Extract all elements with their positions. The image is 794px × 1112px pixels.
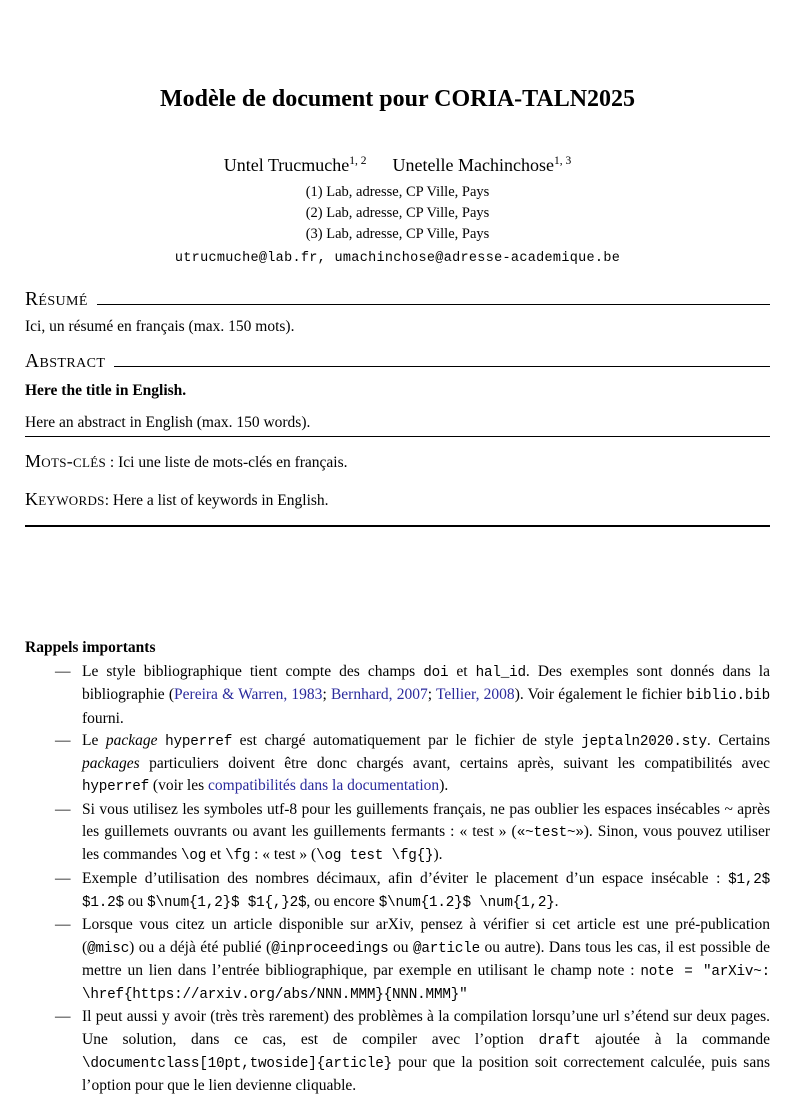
text-run: , ou encore (306, 892, 379, 910)
rappels-heading: Rappels importants (25, 639, 156, 656)
text-run: ou autre). Dans tous les cas, il est possible de mettre un lien dans l’entrée bibliographique, par exemple en utilisant le champ note : (82, 938, 771, 979)
list-item (25, 914, 770, 1006)
text-run: packages (82, 755, 140, 773)
text-run: ou (388, 938, 413, 956)
list-item (25, 730, 770, 799)
code-run: draft (538, 1032, 581, 1049)
text-run: Le (82, 731, 106, 749)
citation-link[interactable]: Pereira & Warren, 1983 (174, 686, 323, 704)
keywords-separator: : (104, 492, 113, 509)
list-item (25, 1006, 770, 1097)
author-affiliation-sup: 1, 2 (349, 155, 367, 167)
text-run: . Des exemples sont donnés dans la bibliographie ( (82, 663, 770, 704)
text-run: (voir les (149, 777, 209, 795)
text-run: Lorsque vous citez un article disponible sur arXiv, pensez à vérifier si cet article est une pré-publication ( (82, 916, 770, 956)
text-run: pour que la position soit correctement calculée, puis sans l’option pour que le lien devienne cliquable. (82, 1054, 770, 1095)
keywords-line (25, 487, 770, 513)
author (224, 155, 367, 175)
text-run: Il peut aussi y avoir (très très rarement) des problèmes à la compilation lorsqu’une url s’étend sur deux pages. Une solution, dans ce cas, est de compiler avec l’option (82, 1008, 770, 1048)
citation-link[interactable]: Tellier, 2008 (435, 686, 515, 704)
resume-text: Ici, un résumé en français (max. 150 mots). (25, 318, 295, 335)
item-marker: — (55, 731, 71, 749)
item-marker: — (55, 1008, 71, 1026)
affiliations (25, 182, 770, 245)
item-text (82, 1008, 770, 1094)
author-name: Unetelle Machinchose (392, 155, 554, 175)
text-run: et (448, 663, 476, 680)
text-run: ou (123, 892, 148, 910)
text-run: est chargé automatiquement par le fichier de style (232, 731, 582, 749)
code-run: @misc (87, 940, 130, 957)
resume-section (25, 288, 770, 312)
item-text (82, 732, 770, 795)
list-item (25, 661, 770, 730)
text-run: . (554, 892, 559, 910)
separator-rule (25, 525, 770, 527)
section-rule (114, 350, 770, 367)
motscles-text: Ici une liste de mots-clés en français. (118, 454, 348, 471)
item-marker: — (55, 800, 71, 818)
text-run: ). Voir également le fichier (514, 686, 687, 704)
text-run: ). (433, 846, 443, 864)
item-text (82, 916, 770, 1002)
keywords-text: Here a list of keywords in English. (112, 492, 329, 509)
resume-section-label: Résumé (25, 289, 88, 310)
code-run: @article (412, 940, 481, 957)
text-run: particuliers doivent être donc chargés avant, certains après, suivant les compatibilités avec (139, 755, 770, 773)
text-run: ) ou a déjà été publié ( (129, 938, 272, 956)
motscles-separator: : (106, 454, 119, 471)
affiliation-line: (1) Lab, adresse, CP Ville, Pays (305, 184, 490, 200)
item-marker: — (55, 663, 71, 680)
keywords-label: Keywords (25, 489, 105, 509)
code-run: biblio.bib (686, 688, 771, 705)
affiliation-line: (2) Lab, adresse, CP Ville, Pays (305, 205, 490, 221)
item-text (82, 663, 770, 727)
author-name: Untel Trucmuche (223, 155, 350, 175)
item-marker: — (55, 916, 71, 934)
rappels-list (25, 661, 770, 1098)
text-run: . Certains (706, 731, 770, 749)
emails-line: utrucmuche@lab.fr, umachinchose@adresse-academique.be (174, 251, 621, 266)
code-run: hyperref (165, 733, 233, 750)
item-text (82, 801, 770, 864)
authors-line (25, 154, 770, 176)
code-run: «~test~» (516, 825, 584, 842)
page-title: Modèle de document pour CORIA-TALN2025 (159, 86, 636, 112)
code-run: note = "arXiv~: \href{https://arxiv.org/abs/NNN.MMM}{NNN.MMM}" (82, 963, 771, 1004)
text-run: ; (322, 686, 331, 704)
text-run: Si vous utilisez les symboles utf-8 pour les guillements français, ne pas oublier les espaces insécables ~ après les guillemets ouvrants ou avant les guillements fermants : « test » ( (82, 800, 770, 841)
section-rule (97, 288, 770, 305)
code-run: $\num{1,2}$ $1{,}2$ (147, 894, 307, 911)
code-run: \fg (225, 848, 251, 865)
motscles-label: Mots-clés (25, 451, 107, 471)
item-text (82, 870, 770, 910)
text-run: Exemple d’utilisation des nombres décimaux, afin d’éviter le placement d’un espace insécable : (82, 869, 729, 887)
abstract-text: Here an abstract in English (max. 150 words). (25, 412, 770, 437)
abstract-section-label: Abstract (25, 351, 106, 372)
author (393, 155, 572, 175)
code-run: \og (181, 848, 207, 865)
code-run: @inproceedings (271, 940, 389, 957)
code-run: jeptaln2020.sty (581, 733, 707, 750)
author-affiliation-sup: 1, 3 (553, 155, 572, 167)
code-run: $\num{1.2}$ \num{1,2} (378, 894, 555, 911)
text-run: fourni. (82, 709, 124, 727)
code-run: doi (423, 665, 449, 681)
abstract-section (25, 350, 770, 374)
text-run: et (206, 846, 226, 864)
doc-link[interactable]: compatibilités dans la documentation (208, 777, 440, 795)
list-item (25, 868, 770, 915)
code-run: $1,2$ $1.2$ (82, 871, 770, 911)
code-run: hal_id (475, 665, 526, 681)
code-run: \documentclass[10pt,twoside]{article} (82, 1056, 393, 1073)
affiliation-line: (3) Lab, adresse, CP Ville, Pays (305, 226, 490, 242)
list-item (25, 799, 770, 868)
text-run: Le style bibliographique tient compte des champs (82, 663, 424, 680)
text-run (158, 732, 166, 749)
citation-link[interactable]: Bernhard, 2007 (330, 686, 428, 704)
text-run: ). (439, 777, 449, 795)
text-run: ; (427, 686, 436, 704)
english-title: Here the title in English. (25, 382, 187, 399)
code-run: hyperref (82, 779, 150, 796)
code-run: \og test \fg{} (316, 848, 434, 865)
motscles-line (25, 449, 770, 475)
text-run: package (105, 731, 158, 749)
text-run: ). Sinon, vous pouvez utiliser les commandes (82, 823, 770, 864)
text-run: : « test » ( (250, 846, 317, 864)
text-run: ajoutée à la commande (580, 1030, 770, 1048)
item-marker: — (55, 869, 71, 887)
